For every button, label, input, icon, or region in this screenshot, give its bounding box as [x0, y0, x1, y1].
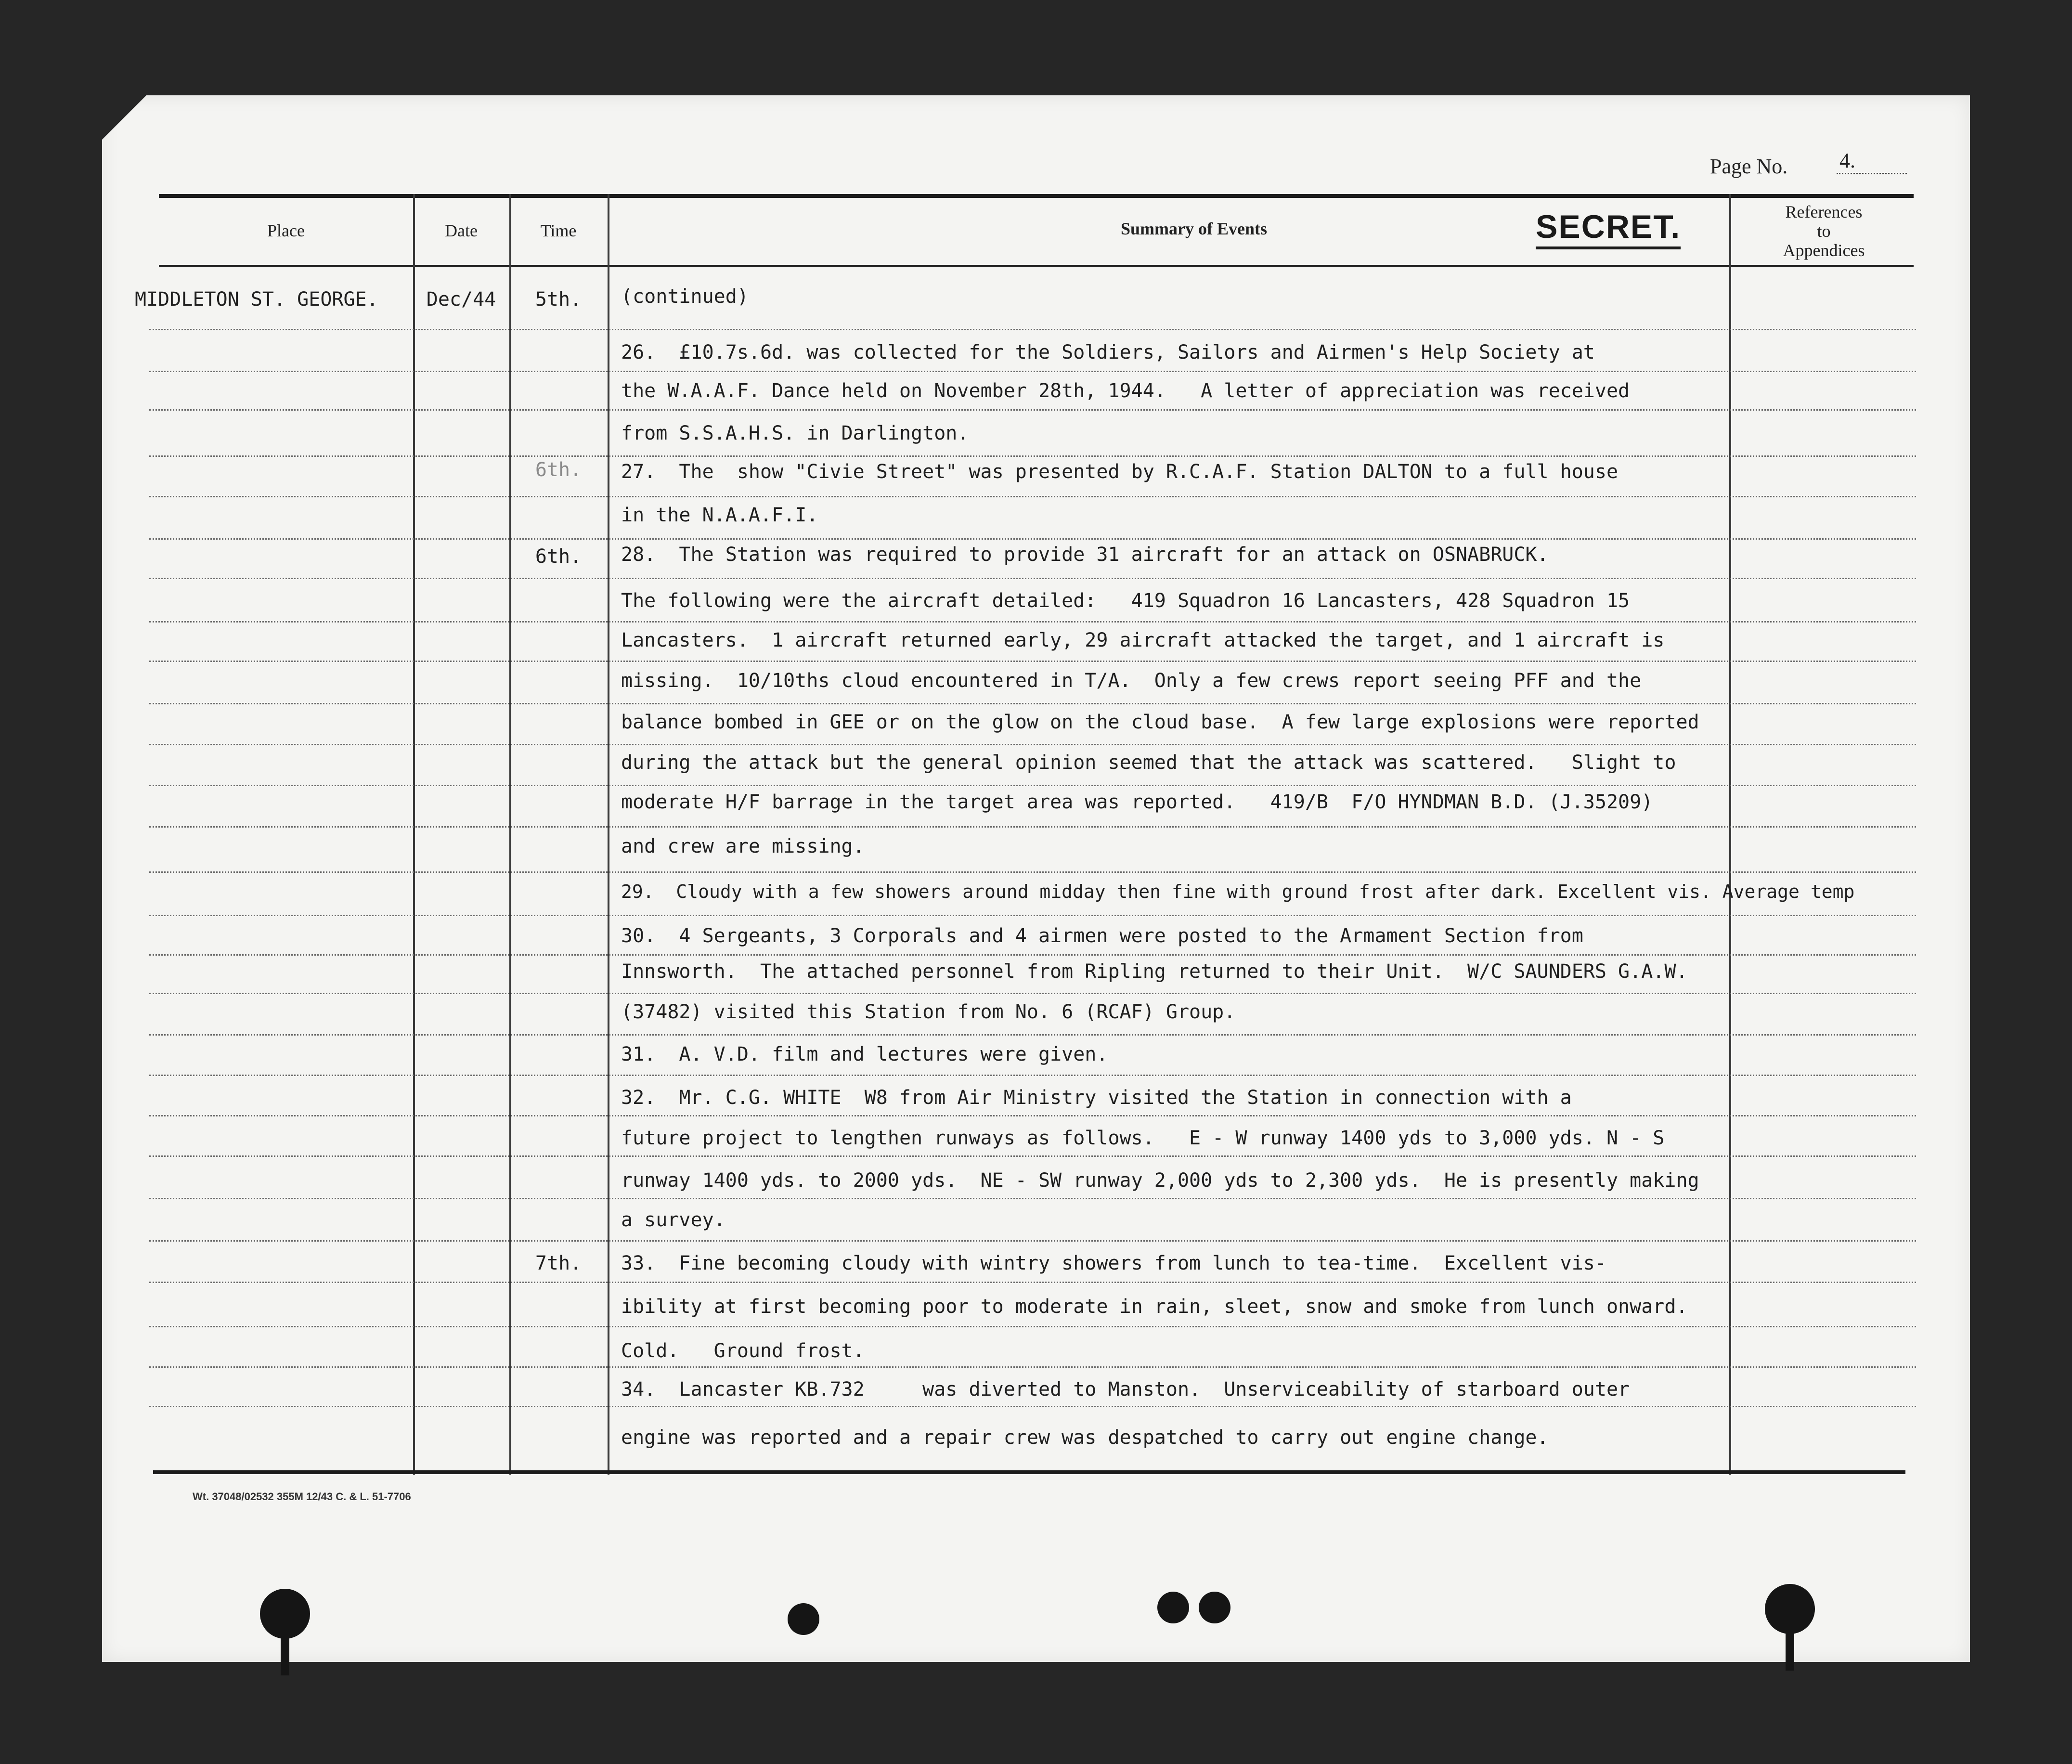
time-entry-6th: 6th. — [535, 545, 582, 568]
row-rule — [149, 1240, 1916, 1242]
row-rule — [149, 371, 1916, 372]
summary-line: 28. The Station was required to provide 31 aircraft for an attack on OSNABRUCK. — [621, 544, 1549, 566]
row-rule — [149, 1326, 1916, 1327]
binding-hole-right-slot — [1786, 1618, 1794, 1671]
summary-line: from S.S.A.H.S. in Darlington. — [621, 422, 969, 444]
secret-stamp: SECRET. — [1536, 208, 1681, 249]
row-rule — [149, 1406, 1916, 1407]
table-bottom-rule — [153, 1470, 1905, 1474]
summary-line: and crew are missing. — [621, 835, 865, 857]
punch-hole — [1199, 1592, 1230, 1623]
summary-line: engine was reported and a repair crew was despatched to carry out engine change. — [621, 1427, 1549, 1449]
row-rule — [149, 621, 1916, 623]
row-rule — [149, 703, 1916, 704]
summary-line: (continued) — [621, 285, 749, 308]
summary-line: ibility at first becoming poor to moderate in rain, sleet, snow and smoke from lunch onward. — [621, 1296, 1688, 1318]
summary-line: future project to lengthen runways as follows. E - W runway 1400 yds to 3,000 yds. N - S — [621, 1127, 1665, 1149]
summary-line: the W.A.A.F. Dance held on November 28th, 1944. A letter of appreciation was received — [621, 380, 1630, 402]
summary-line: 31. A. V.D. film and lectures were given. — [621, 1043, 1108, 1065]
header-references-line-3: Appendices — [1783, 241, 1865, 260]
header-date: Date — [445, 221, 478, 240]
punch-hole — [788, 1603, 819, 1635]
row-rule — [149, 993, 1916, 994]
date-entry: Dec/44 — [426, 288, 496, 311]
row-rule — [149, 1034, 1916, 1036]
punch-hole — [1157, 1592, 1189, 1623]
header-bottom-rule — [159, 265, 1914, 267]
row-rule — [149, 1075, 1916, 1076]
row-rule — [149, 871, 1916, 873]
time-entry-5th: 5th. — [535, 288, 582, 311]
row-rule — [149, 455, 1916, 457]
row-rule — [149, 661, 1916, 662]
summary-line: 29. Cloudy with a few showers around midday then fine with ground frost after dark. Excellent vis. Average temp — [621, 881, 1855, 902]
printer-imprint: Wt. 37048/02532 355M 12/43 C. & L. 51-7706 — [193, 1491, 411, 1503]
row-rule — [149, 1115, 1916, 1116]
summary-line: The following were the aircraft detailed: 419 Squadron 16 Lancasters, 428 Squadron 15 — [621, 590, 1630, 612]
summary-line: runway 1400 yds. to 2000 yds. NE - SW runway 2,000 yds to 2,300 yds. He is presently making — [621, 1169, 1699, 1192]
row-rule — [149, 954, 1916, 956]
summary-line: moderate H/F barrage in the target area was reported. 419/B F/O HYNDMAN B.D. (J.35209) — [621, 791, 1653, 813]
summary-line: Lancasters. 1 aircraft returned early, 29 aircraft attacked the target, and 1 aircraft is — [621, 629, 1665, 651]
row-rule — [149, 538, 1916, 540]
summary-line: 26. £10.7s.6d. was collected for the Soldiers, Sailors and Airmen's Help Society at — [621, 341, 1595, 363]
summary-line: Innsworth. The attached personnel from Ripling returned to their Unit. W/C SAUNDERS G.A.W. — [621, 960, 1688, 983]
header-references — [1731, 202, 1917, 260]
row-rule — [149, 1155, 1916, 1157]
header-references-line-2: to — [1817, 221, 1831, 241]
row-rule — [149, 1282, 1916, 1283]
header-summary: Summary of Events — [1121, 219, 1267, 238]
summary-line: balance bombed in GEE or on the glow on the cloud base. A few large explosions were reported — [621, 711, 1699, 733]
page-number-label: Page No. — [1710, 155, 1788, 178]
summary-line: (37482) visited this Station from No. 6 (RCAF) Group. — [621, 1001, 1236, 1023]
time-entry-6th-faint: 6th. — [535, 459, 582, 481]
time-entry-7th: 7th. — [535, 1252, 582, 1274]
row-rule — [149, 409, 1916, 411]
header-place: Place — [267, 221, 305, 240]
header-references-line-1: References — [1785, 202, 1863, 221]
row-rule — [149, 578, 1916, 579]
row-rule — [149, 744, 1916, 745]
row-rule — [149, 1198, 1916, 1199]
summary-line: 30. 4 Sergeants, 3 Corporals and 4 airmen were posted to the Armament Section from — [621, 925, 1583, 947]
row-rule — [149, 1366, 1916, 1368]
header-top-rule — [159, 194, 1914, 198]
summary-line: a survey. — [621, 1209, 725, 1231]
binding-hole-left-slot — [281, 1622, 289, 1675]
summary-line: 34. Lancaster KB.732 was diverted to Manston. Unserviceability of starboard outer — [621, 1378, 1630, 1401]
row-rule — [149, 826, 1916, 828]
folded-corner — [102, 95, 146, 140]
row-rule — [149, 329, 1916, 330]
summary-line: missing. 10/10ths cloud encountered in T/A. Only a few crews report seeing PFF and the — [621, 670, 1642, 692]
page-number-value: 4. — [1837, 148, 1907, 174]
row-rule — [149, 785, 1916, 786]
summary-line: 32. Mr. C.G. WHITE W8 from Air Ministry visited the Station in connection with a — [621, 1087, 1572, 1109]
place-entry: MIDDLETON ST. GEORGE. — [135, 288, 378, 311]
header-time: Time — [540, 221, 577, 240]
row-rule — [149, 915, 1916, 916]
summary-line: 27. The show "Civie Street" was presented by R.C.A.F. Station DALTON to a full house — [621, 461, 1619, 483]
summary-line: 33. Fine becoming cloudy with wintry showers from lunch to tea-time. Excellent vis- — [621, 1252, 1606, 1274]
summary-line: Cold. Ground frost. — [621, 1340, 865, 1362]
summary-line: during the attack but the general opinion seemed that the attack was scattered. Slight to — [621, 752, 1676, 774]
row-rule — [149, 496, 1916, 497]
summary-line: in the N.A.A.F.I. — [621, 504, 818, 526]
